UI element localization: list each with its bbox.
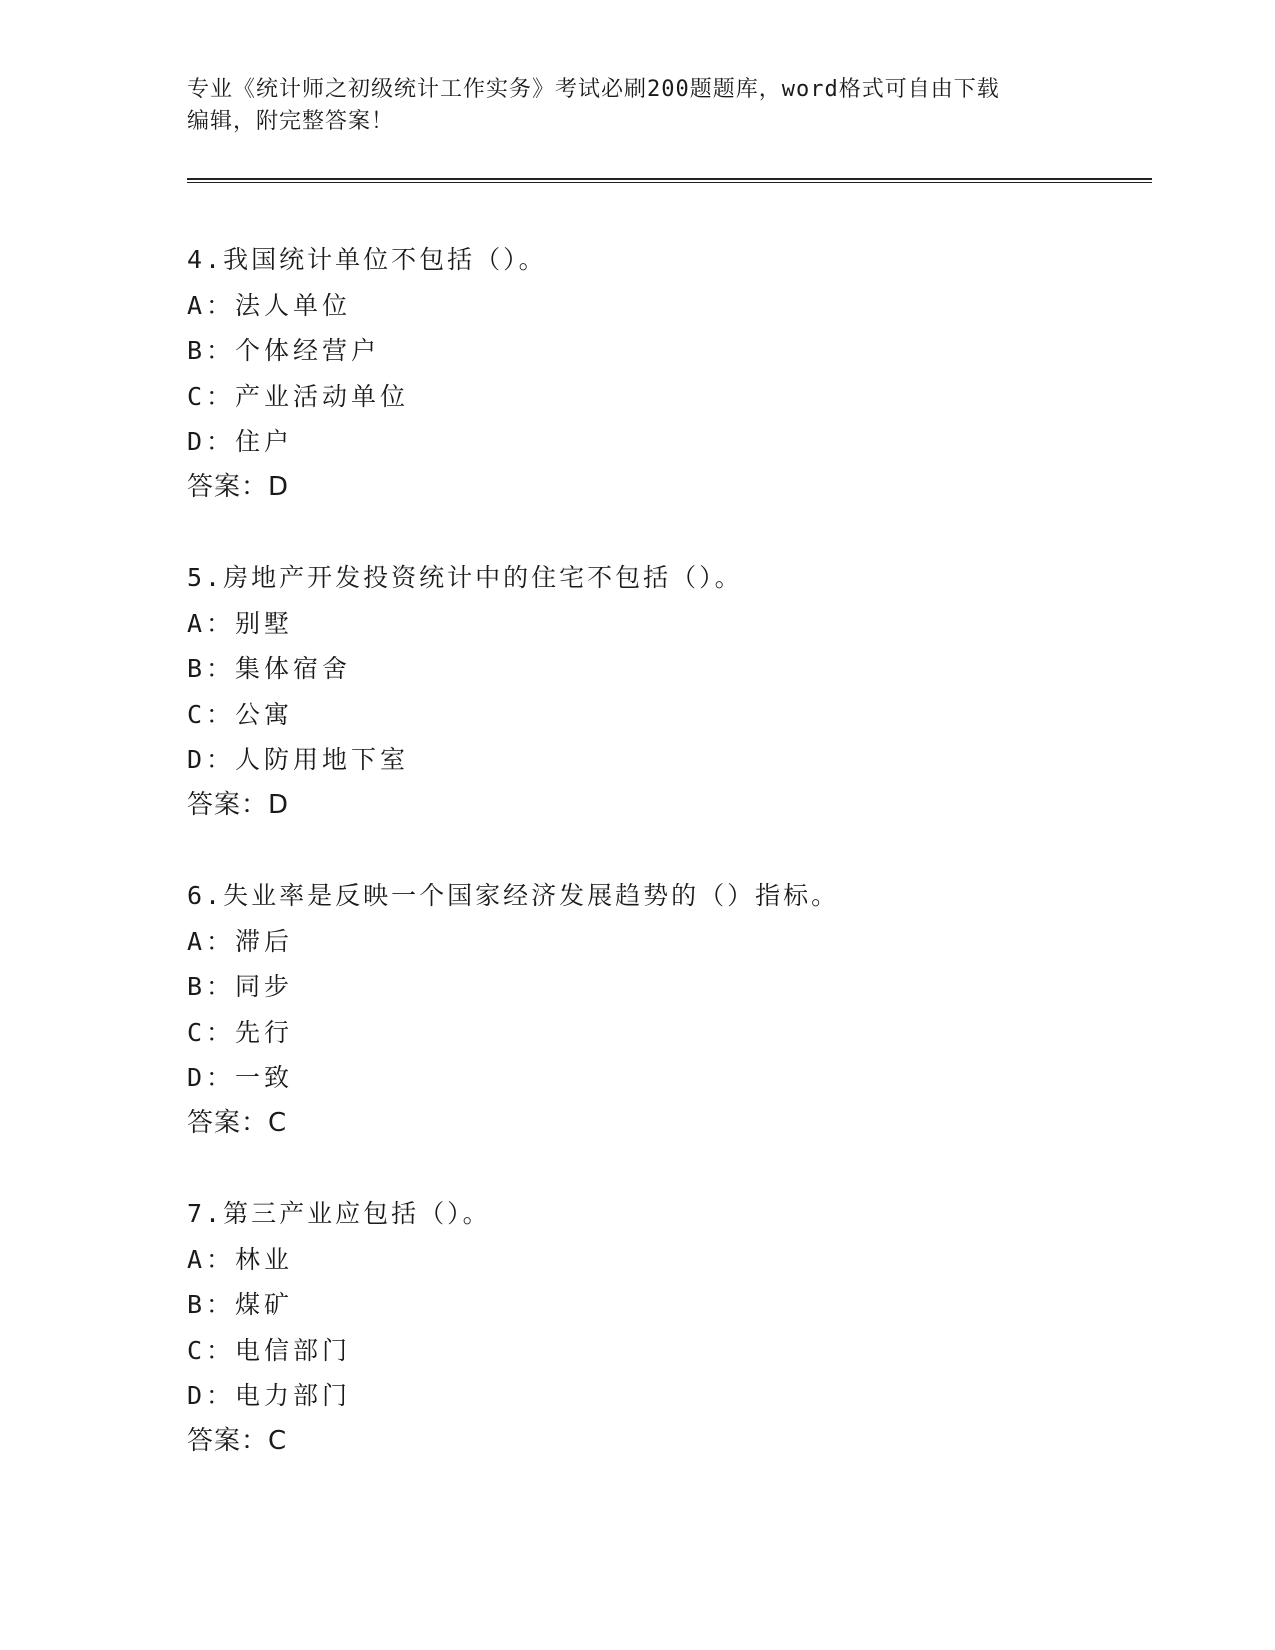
option-b: B：集体宿舍: [187, 654, 352, 683]
option-d: D：人防用地下室: [187, 745, 410, 774]
question-item: [187, 555, 1152, 828]
option-a: A：别墅: [187, 608, 294, 638]
option-c: C：电信部门: [187, 1335, 352, 1365]
header-line-2: 编辑，附完整答案！: [187, 109, 395, 134]
option-a: A：林业: [187, 1244, 294, 1274]
header-divider-bottom: [187, 182, 1152, 183]
option-b: B：个体经营户: [187, 336, 381, 365]
question-stem: 6.失业率是反映一个国家经济发展趋势的（）指标。: [187, 881, 840, 910]
option-c: C：先行: [187, 1017, 294, 1047]
option-b: B：同步: [187, 972, 294, 1001]
option-d: D：一致: [187, 1063, 294, 1092]
option-b: B：煤矿: [187, 1290, 294, 1319]
option-a: A：法人单位: [187, 290, 352, 320]
answer-line: 答案：C: [187, 1107, 288, 1138]
option-d: D：电力部门: [187, 1381, 352, 1410]
header-line-1: 专业《统计师之初级统计工作实务》考试必刷200题题库，word格式可自由下载: [187, 77, 1000, 102]
header-divider-top: [187, 178, 1152, 180]
question-item: [187, 1191, 1152, 1464]
option-a: A：滞后: [187, 926, 294, 956]
option-c: C：公寓: [187, 699, 294, 729]
question-item: [187, 873, 1152, 1146]
answer-line: 答案：C: [187, 1425, 288, 1456]
question-stem: 4.我国统计单位不包括（）。: [187, 245, 547, 274]
answer-line: 答案：D: [187, 471, 290, 502]
answer-line: 答案：D: [187, 789, 290, 820]
question-list: [187, 237, 1152, 1509]
option-d: D：住户: [187, 427, 294, 456]
question-stem: 7.第三产业应包括（）。: [187, 1199, 491, 1228]
document-header: [187, 74, 1087, 138]
question-stem: 5.房地产开发投资统计中的住宅不包括（）。: [187, 563, 743, 592]
question-item: [187, 237, 1152, 510]
option-c: C：产业活动单位: [187, 381, 410, 411]
